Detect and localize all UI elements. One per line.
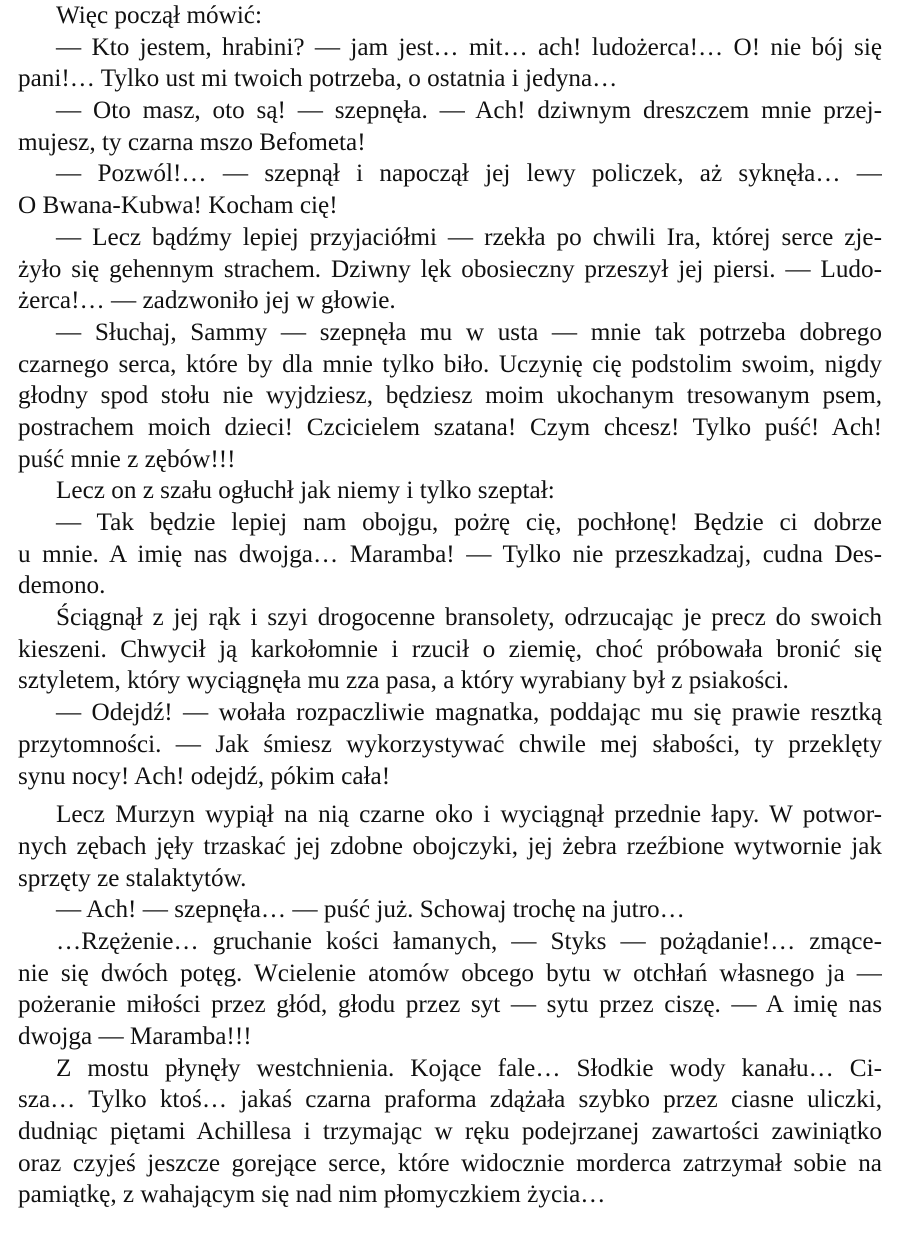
text-line: — Lecz bądźmy lepiej przyjaciółmi — rzekła po chwili Ira, której serce zje-: [56, 223, 882, 251]
text-line: pani!… Tylko ust mi twoich potrzeba, o ostatnia i jedyna…: [18, 65, 618, 93]
text-line: dwojga — Maramba!!!: [18, 1023, 252, 1050]
text-line: pożeranie miłości przez głód, głodu przez syt — sytu przez ciszę. — A imię nas: [18, 991, 882, 1019]
text-line: pamiątkę, z wahającym się nad nim płomyczkiem życia…: [18, 1181, 606, 1209]
text-line: Lecz Murzyn wypiął na nią czarne oko i wyciągnął przednie łapy. W potwor-: [56, 801, 882, 829]
text-line: żyło się gehennym strachem. Dziwny lęk obosieczny przeszył jej piersi. — Ludo-: [18, 255, 882, 283]
text-line: sprzęty ze stalaktytów.: [18, 864, 247, 892]
text-line: — Oto masz, oto są! — szepnęła. — Ach! dziwnym dreszczem mnie przej-: [56, 97, 882, 125]
text-line: demono.: [18, 572, 106, 600]
page-text: [18, 0, 882, 1211]
text-line: Więc począł mówić:: [56, 2, 262, 29]
text-line: żerca!… — zadzwoniło jej w głowie.: [18, 287, 396, 315]
text-line: nych zębach jęły trzaskać jej zdobne obojczyki, jej żebra rzeźbione wytwornie jak: [18, 832, 882, 860]
text-line: synu nocy! Ach! odejdź, pókim cała!: [18, 762, 391, 790]
text-line: — Pozwól!… — szepnął i napoczął jej lewy policzek, aż syknęła… —: [56, 160, 882, 188]
text-line: — Kto jestem, hrabini? — jam jest… mit… ach! ludożerca!… O! nie bój się: [56, 33, 882, 61]
text-line: Z mostu płynęły westchnienia. Kojące fale… Słodkie wody kanału… Ci-: [56, 1054, 882, 1082]
text-line: kieszeni. Chwycił ją karkołomnie i rzucił o ziemię, choć próbowała bronić się: [18, 635, 882, 663]
text-line: puść mnie z zębów!!!: [18, 445, 236, 473]
text-line: — Odejdź! — wołała rozpaczliwie magnatka, poddając mu się prawie resztką: [56, 699, 882, 727]
text-line: — Tak będzie lepiej nam obojgu, pożrę cię, pochłonę! Będzie ci dobrze: [56, 509, 882, 536]
text-line: — Ach! — szepnęła… — puść już. Schowaj trochę na jutro…: [56, 896, 685, 924]
text-line: — Słuchaj, Sammy — szepnęła mu w usta — mnie tak potrzeba dobrego: [56, 318, 882, 346]
text-line: u mnie. A imię nas dwojga… Maramba! — Tylko nie przeszkadzaj, cudna Des-: [18, 540, 882, 568]
text-line: czarnego serca, które by dla mnie tylko biło. Uczynię cię podstolim swoim, nigdy: [18, 350, 882, 378]
text-line: oraz czyjeś jeszcze gorejące serce, które widocznie morderca zatrzymał sobie na: [18, 1149, 882, 1177]
text-line: mujesz, ty czarna mszo Befometa!: [18, 128, 366, 156]
text-line: dudniąc piętami Achillesa i trzymając w ręku podejrzanej zawartości zawiniątko: [18, 1118, 882, 1146]
text-line: sztyletem, który wyciągnęła mu zza pasa, a który wyrabiany był z psiakości.: [18, 667, 789, 695]
text-line: przytomności. — Jak śmiesz wykorzystywać chwile mej słabości, ty przeklęty: [18, 730, 882, 758]
text-line: Ściągnął z jej rąk i szyi drogocenne bransolety, odrzucając je precz do swoich: [56, 604, 882, 632]
text-line: Lecz on z szału ogłuchł jak niemy i tylko szeptał:: [56, 477, 555, 505]
text-line: O Bwana-Kubwa! Kocham cię!: [18, 192, 338, 220]
text-line: nie się dwóch potęg. Wcielenie atomów obcego bytu w otchłań własnego ja —: [18, 959, 882, 987]
text-line: …Rzężenie… gruchanie kości łamanych, — Styks — pożądanie!… zmące-: [56, 927, 882, 955]
text-line: sza… Tylko ktoś… jakaś czarna praforma zdążała szybko przez ciasne uliczki,: [18, 1086, 882, 1114]
text-line: postrachem moich dzieci! Czcicielem szatana! Czym chcesz! Tylko puść! Ach!: [18, 413, 882, 441]
text-line: głodny spod stołu nie wyjdziesz, będziesz moim ukochanym tresowanym psem,: [18, 382, 882, 410]
